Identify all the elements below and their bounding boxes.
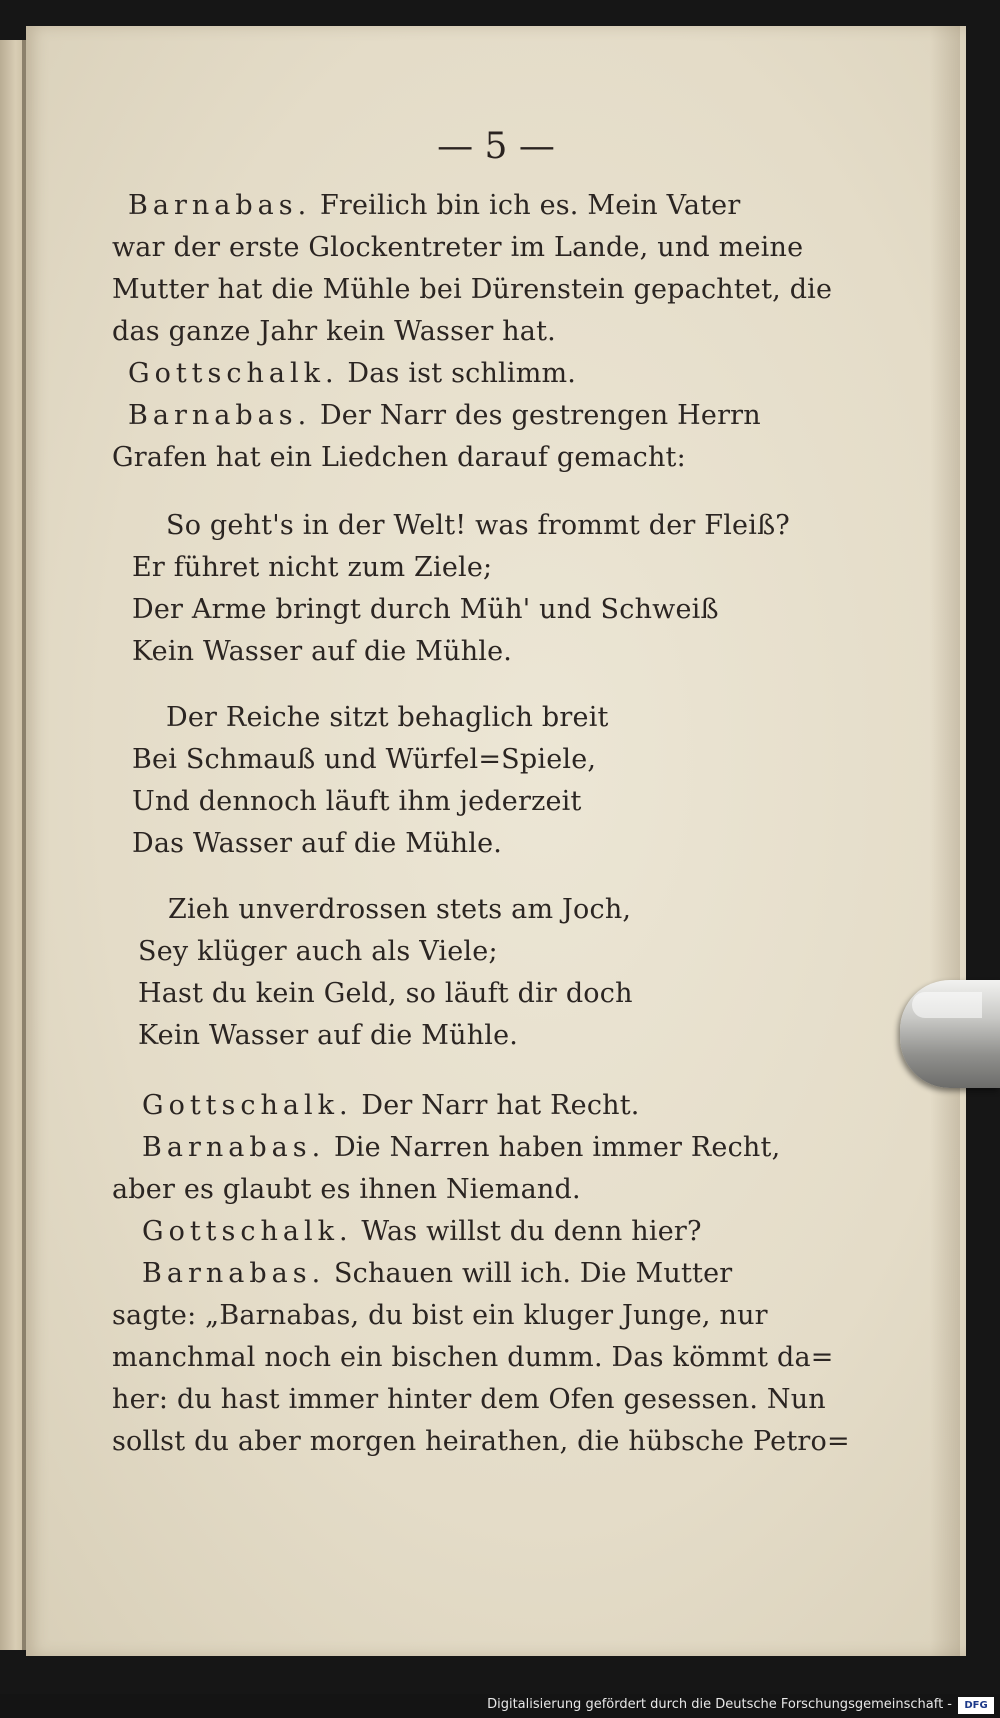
text-line: war der erste Glockentreter im Lande, und meine bbox=[112, 232, 804, 263]
text-line: manchmal noch ein bischen dumm. Das kömmt da= bbox=[112, 1342, 834, 1373]
text-line bbox=[128, 400, 761, 431]
text-line bbox=[128, 358, 576, 389]
song-line: Sey klüger auch als Viele; bbox=[138, 936, 498, 967]
speaker-name: Gottschalk. bbox=[142, 1090, 353, 1121]
dfg-logo: DFG bbox=[958, 1697, 994, 1714]
line-text: Der Narr des gestrengen Herrn bbox=[311, 400, 761, 431]
text-line bbox=[142, 1258, 732, 1289]
song-line: Zieh unverdrossen stets am Joch, bbox=[168, 894, 632, 925]
song-line: So geht's in der Welt! was frommt der Fleiß? bbox=[166, 510, 790, 541]
song-line: Kein Wasser auf die Mühle. bbox=[132, 636, 513, 667]
line-text: Schauen will ich. Die Mutter bbox=[325, 1258, 733, 1289]
song-line: Der Arme bringt durch Müh' und Schweiß bbox=[132, 594, 719, 625]
footer-bar bbox=[0, 1694, 1000, 1718]
song-line: Hast du kein Geld, so läuft dir doch bbox=[138, 978, 633, 1009]
text-line: Grafen hat ein Liedchen darauf gemacht: bbox=[112, 442, 686, 473]
song-line: Kein Wasser auf die Mühle. bbox=[138, 1020, 519, 1051]
clip-highlight bbox=[912, 992, 982, 1018]
speaker-name: Barnabas. bbox=[142, 1258, 326, 1289]
song-line: Das Wasser auf die Mühle. bbox=[132, 828, 503, 859]
text-line: sollst du aber morgen heirathen, die hübsche Petro= bbox=[112, 1426, 850, 1457]
text-line: aber es glaubt es ihnen Niemand. bbox=[112, 1174, 581, 1205]
text-line bbox=[142, 1090, 640, 1121]
line-text: Der Narr hat Recht. bbox=[352, 1090, 640, 1121]
text-line: her: du hast immer hinter dem Ofen gesessen. Nun bbox=[112, 1384, 826, 1415]
speaker-name: Gottschalk. bbox=[142, 1216, 353, 1247]
line-text: Freilich bin ich es. Mein Vater bbox=[311, 190, 741, 221]
song-line: Er führet nicht zum Ziele; bbox=[132, 552, 493, 583]
line-text: Das ist schlimm. bbox=[338, 358, 577, 389]
song-line: Der Reiche sitzt behaglich breit bbox=[166, 702, 609, 733]
page-number: — 5 — bbox=[437, 126, 555, 167]
text-line: das ganze Jahr kein Wasser hat. bbox=[112, 316, 556, 347]
funding-credit: Digitalisierung gefördert durch die Deutsche Forschungsgemeinschaft - bbox=[487, 1697, 952, 1712]
text-line: Mutter hat die Mühle bei Dürenstein gepachtet, die bbox=[112, 274, 833, 305]
speaker-name: Barnabas. bbox=[142, 1132, 326, 1163]
song-line: Und dennoch läuft ihm jederzeit bbox=[132, 786, 582, 817]
text-line: sagte: „Barnabas, du bist ein kluger Junge, nur bbox=[112, 1300, 768, 1331]
text-line bbox=[142, 1132, 780, 1163]
speaker-name: Barnabas. bbox=[128, 190, 312, 221]
text-line bbox=[142, 1216, 702, 1247]
page-right-shadow bbox=[930, 26, 960, 1656]
speaker-name: Gottschalk. bbox=[128, 358, 339, 389]
book-page bbox=[26, 26, 966, 1656]
line-text: Was willst du denn hier? bbox=[352, 1216, 702, 1247]
speaker-name: Barnabas. bbox=[128, 400, 312, 431]
line-text: Die Narren haben immer Recht, bbox=[325, 1132, 781, 1163]
song-line: Bei Schmauß und Würfel=Spiele, bbox=[132, 744, 597, 775]
text-line bbox=[128, 190, 740, 221]
